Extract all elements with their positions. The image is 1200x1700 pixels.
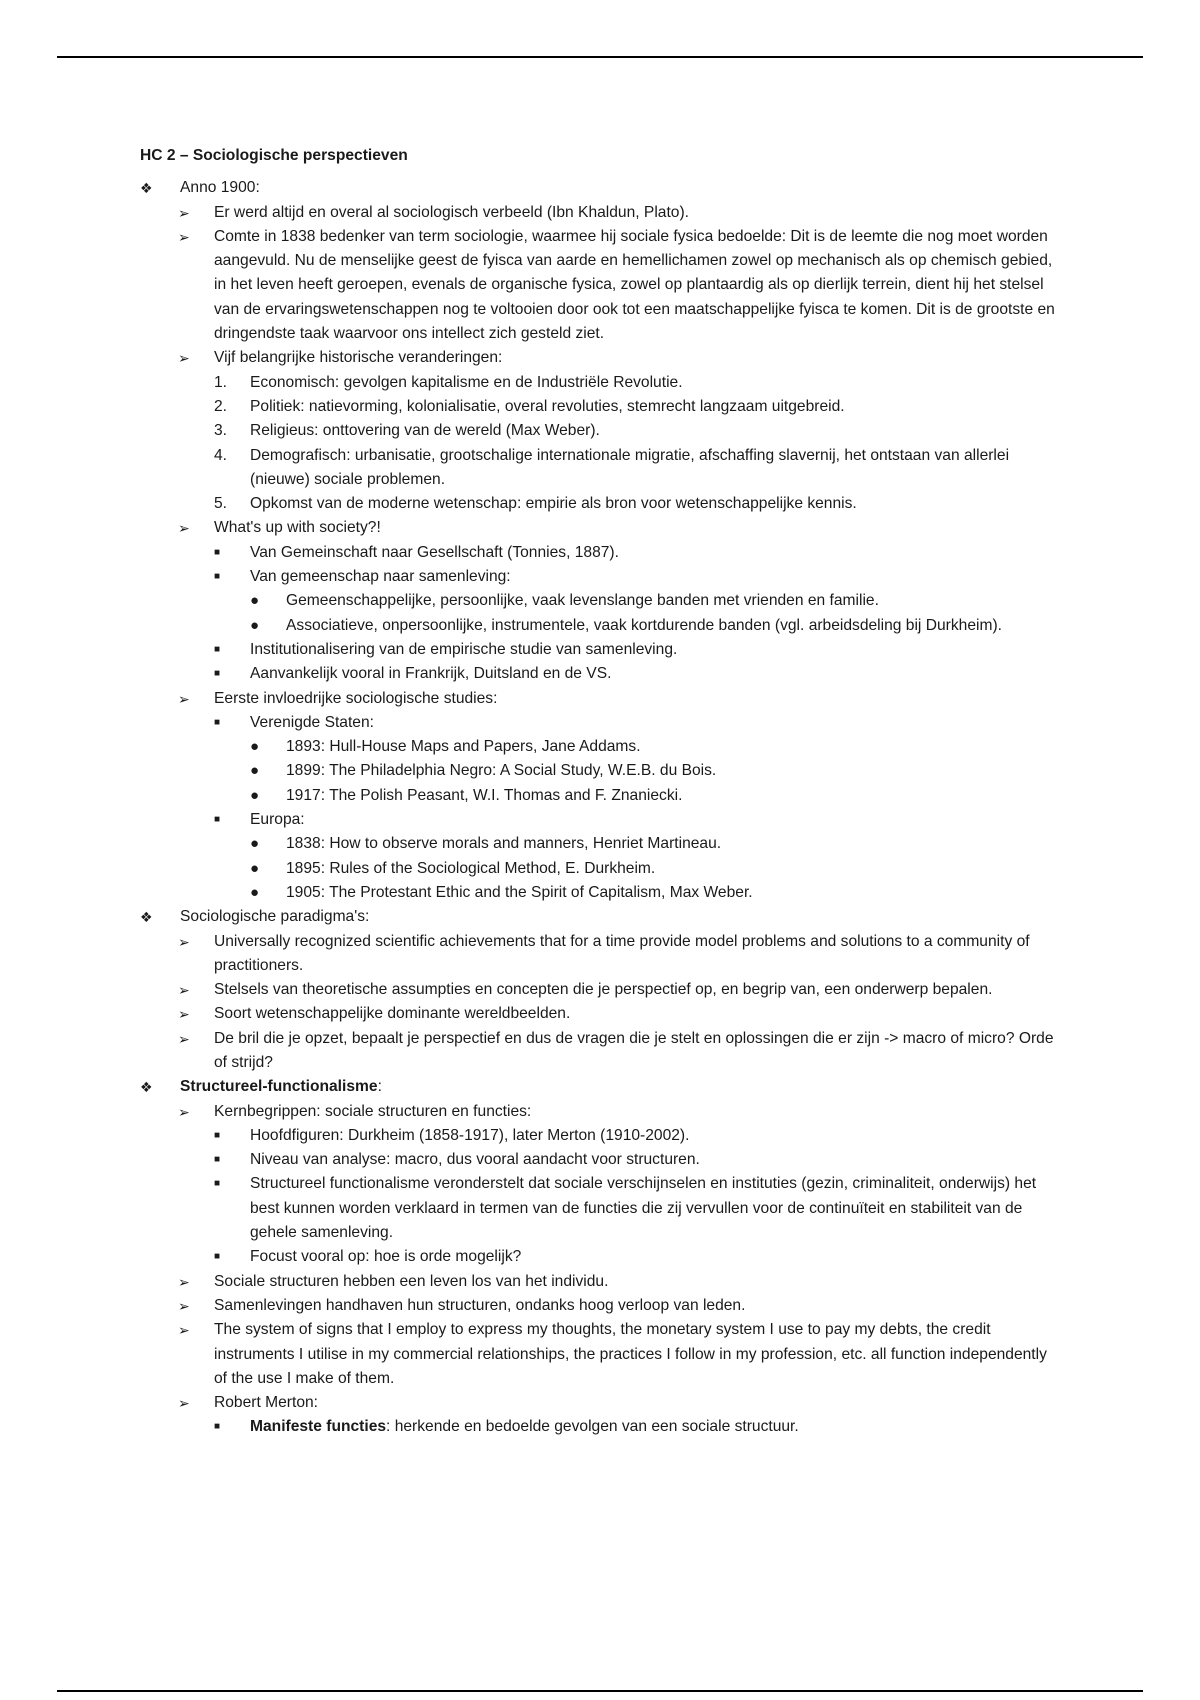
arrow-bullet-icon: ➢ — [178, 690, 190, 707]
dot-bullet-icon: ● — [250, 738, 260, 756]
list-item: ➢ Robert Merton: — [140, 1391, 1060, 1415]
list-item: ➢ De bril die je opzet, bepaalt je perspectief en dus de vragen die je stelt en oplossingen die er zijn -> macro of micro? Orde of strijd? — [140, 1027, 1060, 1076]
list-item: ■ Van Gemeinschaft naar Gesellschaft (Tonnies, 1887). — [140, 541, 1060, 565]
square-bullet-icon: ■ — [214, 1251, 221, 1263]
square-bullet-icon: ■ — [214, 814, 221, 826]
section-paradigmas: ❖ Sociologische paradigma's: — [140, 905, 1060, 929]
arrow-bullet-icon: ➢ — [178, 982, 190, 999]
dot-bullet-icon: ● — [250, 883, 260, 901]
arrow-bullet-icon: ➢ — [178, 1297, 190, 1314]
dot-bullet-icon: ● — [250, 616, 260, 634]
numbered-item: 2. Politiek: natievorming, kolonialisatie, overal revoluties, stemrecht langzaam uitgebreid. — [214, 397, 845, 415]
arrow-bullet-icon: ➢ — [178, 228, 190, 245]
list-item: ■ Verenigde Staten: — [140, 711, 1060, 735]
list-item: ■ Aanvankelijk vooral in Frankrijk, Duitsland en de VS. — [140, 662, 1060, 686]
list-item: ➢ Sociale structuren hebben een leven los van het individu. — [140, 1270, 1060, 1294]
arrow-bullet-icon: ➢ — [178, 1273, 190, 1290]
dot-bullet-icon: ● — [250, 592, 260, 610]
list-item: ■ Hoofdfiguren: Durkheim (1858-1917), later Merton (1910-2002). — [140, 1124, 1060, 1148]
square-bullet-icon: ■ — [214, 1154, 221, 1166]
document-body — [140, 144, 1060, 1440]
arrow-bullet-icon: ➢ — [178, 1030, 190, 1047]
list-item: ➢ Er werd altijd en overal al sociologisch verbeeld (Ibn Khaldun, Plato). — [140, 201, 1060, 225]
square-bullet-icon: ■ — [214, 668, 221, 680]
square-bullet-icon: ■ — [214, 571, 221, 583]
square-bullet-icon: ■ — [214, 716, 221, 728]
numbered-item: 3. Religieus: onttovering van de wereld (Max Weber). — [214, 422, 600, 440]
list-item: ■ Europa: — [140, 808, 1060, 832]
arrow-bullet-icon: ➢ — [178, 350, 190, 367]
list-item: ➢ Samenlevingen handhaven hun structuren, ondanks hoog verloop van leden. — [140, 1294, 1060, 1318]
dot-bullet-icon: ● — [250, 835, 260, 853]
list-item: ● Associatieve, onpersoonlijke, instrumentele, vaak kortdurende banden (vgl. arbeidsdeling bij Durkheim). — [140, 614, 1060, 638]
bottom-rule — [57, 1690, 1143, 1692]
numbered-item: 4. Demografisch: urbanisatie, grootschalige internationale migratie, afschaffing slavernij, het ontstaan van allerlei (nieuwe) sociale problemen. — [214, 446, 1010, 488]
dot-bullet-icon: ● — [250, 786, 260, 804]
list-item: ➢ Universally recognized scientific achievements that for a time provide model problems and solutions to a community of practitioners. — [140, 930, 1060, 979]
arrow-bullet-icon: ➢ — [178, 1322, 190, 1339]
list-item: ➢ The system of signs that I employ to express my thoughts, the monetary system I use to pay my debts, the credit instruments I utilise in my commercial relationships, the practices I follow in my profession, etc. all function independently of the use I make of them. — [140, 1318, 1060, 1391]
numbered-item: 5. Opkomst van de moderne wetenschap: empirie als bron voor wetenschappelijke kennis. — [214, 495, 857, 513]
arrow-bullet-icon: ➢ — [178, 520, 190, 537]
list-item: ● 1899: The Philadelphia Negro: A Social Study, W.E.B. du Bois. — [140, 759, 1060, 783]
list-item: ● 1838: How to observe morals and manners, Henriet Martineau. — [140, 832, 1060, 856]
diamond-bullet-icon: ❖ — [140, 180, 153, 197]
dot-bullet-icon: ● — [250, 859, 260, 877]
top-rule — [57, 56, 1143, 58]
arrow-bullet-icon: ➢ — [178, 933, 190, 950]
section-structureel-functionalisme: ❖ Structureel-functionalisme: — [140, 1075, 1060, 1099]
square-bullet-icon: ■ — [214, 1178, 221, 1190]
list-item: ■ Niveau van analyse: macro, dus vooral aandacht voor structuren. — [140, 1148, 1060, 1172]
list-item: ■ Van gemeenschap naar samenleving: — [140, 565, 1060, 589]
square-bullet-icon: ■ — [214, 1421, 221, 1433]
square-bullet-icon: ■ — [214, 546, 221, 558]
arrow-bullet-icon: ➢ — [178, 1395, 190, 1412]
list-item: ■ Institutionalisering van de empirische studie van samenleving. — [140, 638, 1060, 662]
list-item: ➢ Vijf belangrijke historische veranderingen: — [140, 346, 1060, 370]
list-item: ➢ Comte in 1838 bedenker van term sociologie, waarmee hij sociale fysica bedoelde: Dit is de leemte die nog moet worden aangevuld. Nu de menselijke geest de fyisca van aarde en hemellichamen zowel op mechanisch als op chemisch gebied, in het leven heeft geroepen, evenals de organische fysica, zowel op plantaardig als op dierlijk terrein, dient hij het stelsel van de ervaringswetenschappen nog te voltooien door ook tot een maatschappelijke fyisca te komen. Dit is de grootste en dringendste taak waarvoor ons intellect zich gesteld ziet. — [140, 225, 1060, 346]
list-item: ➢ Kernbegrippen: sociale structuren en functies: — [140, 1100, 1060, 1124]
page-title: HC 2 – Sociologische perspectieven — [140, 147, 408, 164]
list-item: ➢ Soort wetenschappelijke dominante wereldbeelden. — [140, 1002, 1060, 1026]
arrow-bullet-icon: ➢ — [178, 1006, 190, 1023]
list-item: ■ Structureel functionalisme veronderstelt dat sociale verschijnselen en instituties (gezin, criminaliteit, onderwijs) het best kunnen worden verklaard in termen van de functies die zij vervullen voor de continuïteit en stabiliteit van de gehele samenleving. — [140, 1172, 1060, 1245]
diamond-bullet-icon: ❖ — [140, 909, 153, 926]
arrow-bullet-icon: ➢ — [178, 1103, 190, 1120]
list-item: ■ Manifeste functies: herkende en bedoelde gevolgen van een sociale structuur. — [140, 1415, 1060, 1439]
list-item: ➢ Stelsels van theoretische assumpties en concepten die je perspectief op, en begrip van, een onderwerp bepalen. — [140, 978, 1060, 1002]
list-item: ■ Focust vooral op: hoe is orde mogelijk? — [140, 1245, 1060, 1269]
list-item: ● 1895: Rules of the Sociological Method, E. Durkheim. — [140, 857, 1060, 881]
list-item: ● 1917: The Polish Peasant, W.I. Thomas and F. Znaniecki. — [140, 784, 1060, 808]
square-bullet-icon: ■ — [214, 643, 221, 655]
list-item: ➢ Eerste invloedrijke sociologische studies: — [140, 687, 1060, 711]
list-item: ● 1893: Hull-House Maps and Papers, Jane Addams. — [140, 735, 1060, 759]
arrow-bullet-icon: ➢ — [178, 204, 190, 221]
diamond-bullet-icon: ❖ — [140, 1079, 153, 1096]
section-anno-1900: ❖ Anno 1900: — [140, 176, 1060, 200]
list-item: ● Gemeenschappelijke, persoonlijke, vaak levenslange banden met vrienden en familie. — [140, 589, 1060, 613]
dot-bullet-icon: ● — [250, 762, 260, 780]
numbered-item: 1. Economisch: gevolgen kapitalisme en de Industriële Revolutie. — [214, 373, 683, 391]
list-item: ● 1905: The Protestant Ethic and the Spirit of Capitalism, Max Weber. — [140, 881, 1060, 905]
square-bullet-icon: ■ — [214, 1129, 221, 1141]
list-item: ➢ What's up with society?! — [140, 516, 1060, 540]
